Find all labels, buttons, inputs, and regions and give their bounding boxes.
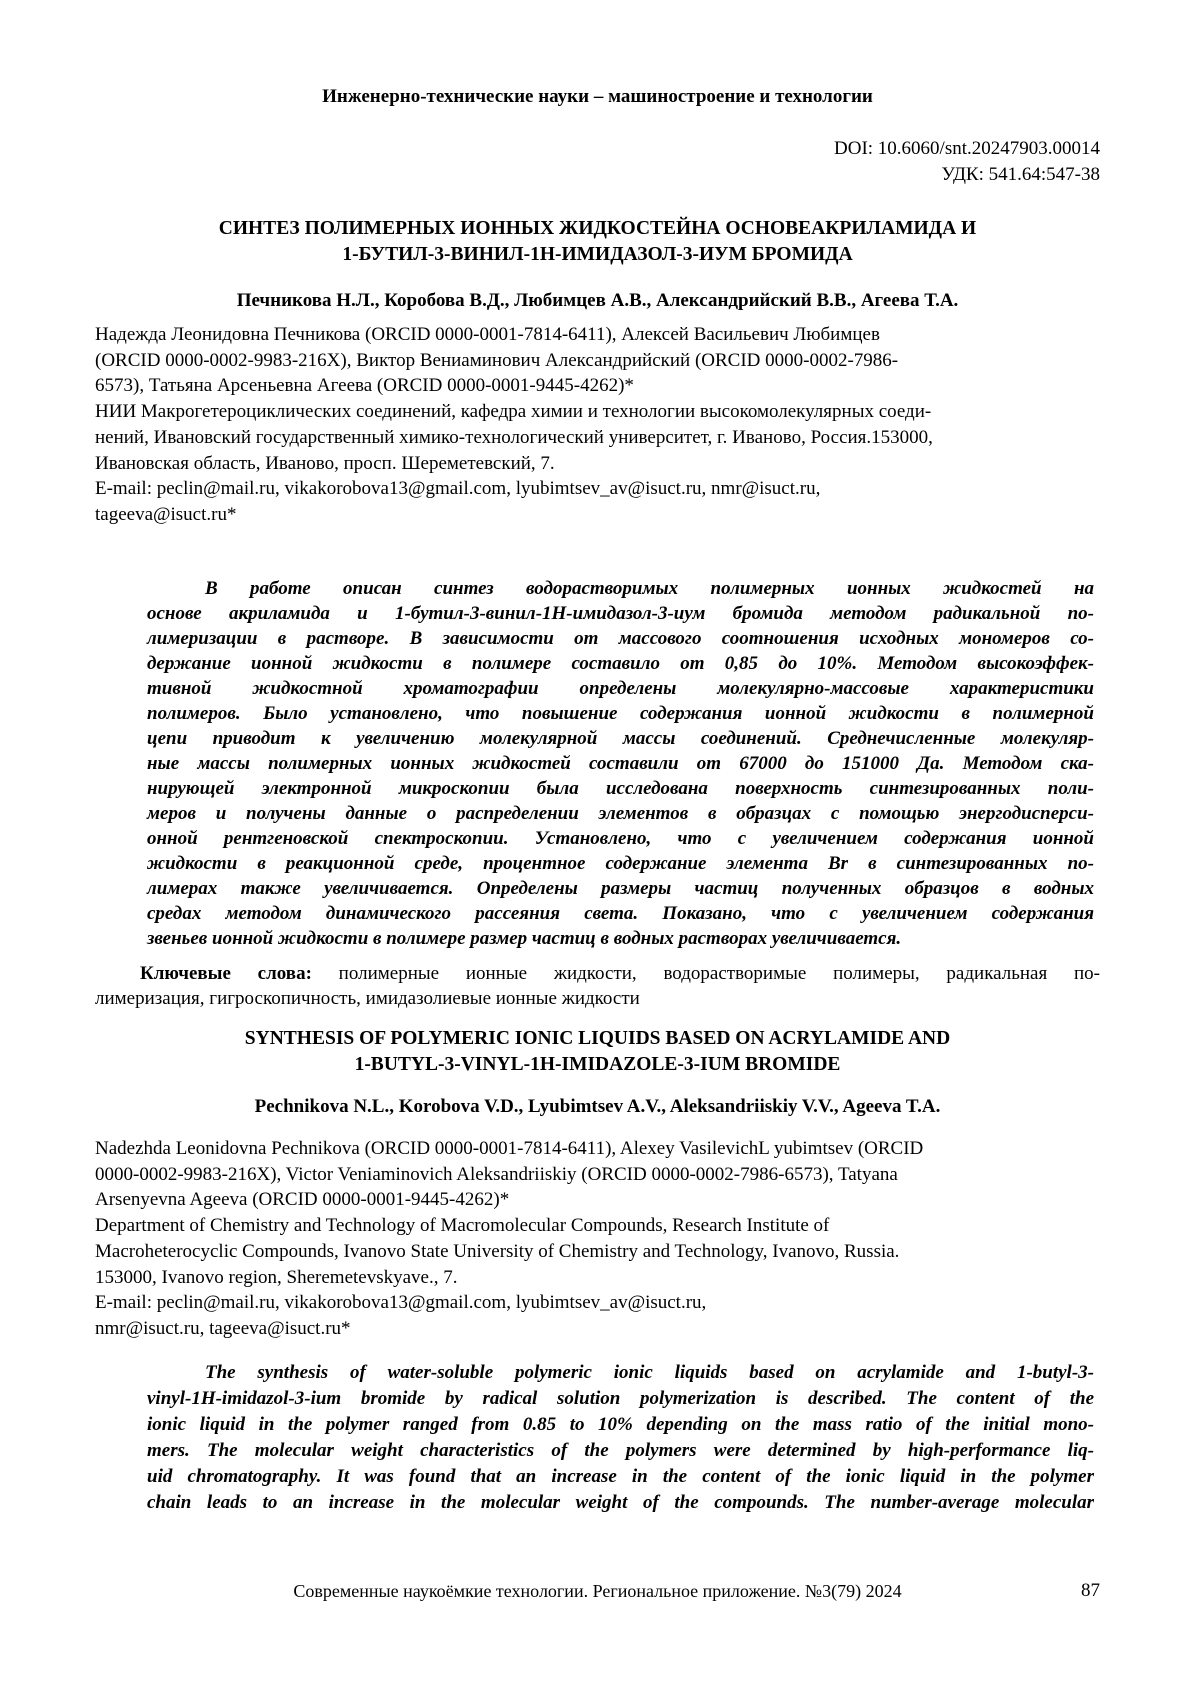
- affiliation-en: [95, 1136, 1100, 1342]
- keywords-text: полимерные ионные жидкости, водорастворимые полимеры, радикальная по-: [311, 962, 1100, 984]
- text-line: В работе описан синтез водорастворимых полимерных ионных жидкостей на: [205, 577, 1094, 599]
- abstract-en: [147, 1360, 1094, 1516]
- text-line: Nadezhda Leonidovna Pechnikova (ORCID 0000-0001-7814-6411), Alexey VasilevichL yubimtsev (ORCID: [95, 1138, 924, 1160]
- text-line: основе акриламида и 1-бутил-3-винил-1Н-имидазол-3-иум бромида методом радикальной по-: [147, 602, 1094, 624]
- text-line: НИИ Макрогетероциклических соединений, кафедра химии и технологии высокомолекулярных соеди-: [95, 401, 932, 423]
- text-line: uid chromatography. It was found that an increase in the content of the ionic liquid in the polymer: [147, 1465, 1094, 1487]
- text-line: Department of Chemistry and Technology of Macromolecular Compounds, Research Institute of: [95, 1215, 830, 1237]
- text-line: лимерах также увеличивается. Определены размеры частиц полученных образцов в водных: [147, 877, 1094, 899]
- udk: УДК: 541.64:547-38: [941, 164, 1100, 185]
- text-line: меров и получены данные о распределении элементов в образцах с помощью энергодисперси-: [147, 802, 1094, 824]
- text-line: ionic liquid in the polymer ranged from 0.85 to 10% depending on the mass ratio of the initial mono-: [147, 1413, 1094, 1435]
- text-line: лимеризации в растворе. В зависимости от массового соотношения исходных мономеров со-: [147, 627, 1094, 649]
- authors-ru: Печникова Н.Л., Коробова В.Д., Любимцев А.В., Александрийский В.В., Агеева Т.А.: [236, 290, 959, 311]
- text-line: держание ионной жидкости в полимере составило от 0,85 до 10%. Методом высокоэффек-: [147, 652, 1094, 674]
- text-line: полимеров. Было установлено, что повышение содержания ионной жидкости в полимерной: [147, 702, 1094, 724]
- text-line: (ORCID 0000-0002-9983-216X), Виктор Вениаминович Александрийский (ORCID 0000-0002-7986-: [95, 349, 899, 371]
- keywords-line: [95, 961, 1100, 987]
- text-line: chain leads to an increase in the molecular weight of the compounds. The number-average molecular: [147, 1491, 1094, 1513]
- title-line: SYNTHESIS OF POLYMERIC IONIC LIQUIDS BASED ON ACRYLAMIDE AND: [244, 1028, 951, 1050]
- text-line: нирующей электронной микроскопии была исследована поверхность синтезированных поли-: [147, 777, 1094, 799]
- article-title-ru: [95, 216, 1100, 268]
- title-line: 1-БУТИЛ-3-ВИНИЛ-1Н-ИМИДАЗОЛ-3-ИУМ БРОМИДА: [342, 244, 853, 265]
- affiliation-ru: [95, 322, 1100, 528]
- page-number: 87: [1081, 1580, 1100, 1601]
- text-line: жидкости в реакционной среде, процентное содержание элемента Br в синтезированных по-: [147, 852, 1094, 874]
- keywords-ru: [95, 961, 1100, 1012]
- text-line: E-mail: peclin@mail.ru, vikakorobova13@gmail.com, lyubimtsev_av@isuct.ru, nmr@isuct.ru,: [95, 478, 821, 500]
- text-line: The synthesis of water-soluble polymeric ionic liquids based on acrylamide and 1-butyl-3-: [205, 1361, 1094, 1383]
- text-line: средах методом динамического рассеяния света. Показано, что с увеличением содержания: [147, 902, 1094, 924]
- text-line: nmr@isuct.ru, tageeva@isuct.ru*: [95, 1317, 351, 1339]
- page-content: [95, 0, 1100, 1516]
- text-line: mers. The molecular weight characteristics of the polymers were determined by high-performance liq-: [147, 1439, 1094, 1461]
- running-head: Инженерно-технические науки – машиностроение и технологии: [322, 86, 873, 107]
- keywords-line: лимеризация, гигроскопичность, имидазолиевые ионные жидкости: [95, 988, 640, 1010]
- page-footer: [95, 1578, 1100, 1604]
- authors-en: Pechnikova N.L., Korobova V.D., Lyubimtsev A.V., Aleksandriiskiy V.V., Ageeva T.A.: [254, 1096, 941, 1118]
- text-line: нений, Ивановский государственный химико-технологический университет, г. Иваново, Россия.153000,: [95, 426, 933, 448]
- doi: DOI: 10.6060/snt.20247903.00014: [834, 138, 1100, 159]
- text-line: tageeva@isuct.ru*: [95, 503, 237, 525]
- text-line: Надежда Леонидовна Печникова (ORCID 0000-0001-7814-6411), Алексей Васильевич Любимцев: [95, 324, 880, 345]
- text-line: цепи приводит к увеличению молекулярной массы соединений. Среднечисленные молекуляр-: [147, 727, 1094, 749]
- text-line: Macroheterocyclic Compounds, Ivanovo State University of Chemistry and Technology, Ivanovo, Russia.: [95, 1240, 900, 1262]
- text-line: тивной жидкостной хроматографии определены молекулярно-массовые характеристики: [147, 677, 1094, 699]
- article-title-en: [95, 1026, 1100, 1078]
- title-line: 1-BUTYL-3-VINYL-1H-IMIDAZOLE-3-IUM BROMIDE: [354, 1054, 841, 1076]
- text-line: 6573), Татьяна Арсеньевна Агеева (ORCID 0000-0001-9445-4262)*: [95, 375, 634, 397]
- journal-name: Современные наукоёмкие технологии. Региональное приложение. №3(79) 2024: [293, 1581, 902, 1601]
- text-line: 0000-0002-9983-216X), Victor Veniaminovich Aleksandriiskiy (ORCID 0000-0002-7986-6573), Tatyana: [95, 1163, 898, 1185]
- title-line: СИНТЕЗ ПОЛИМЕРНЫХ ИОННЫХ ЖИДКОСТЕЙНА ОСНОВЕАКРИЛАМИДА И: [218, 218, 977, 239]
- text-line: звеньев ионной жидкости в полимере размер частиц в водных растворах увеличивается.: [147, 927, 902, 949]
- abstract-ru: [147, 576, 1094, 951]
- text-line: Ивановская область, Иваново, просп. Шереметевский, 7.: [95, 452, 555, 474]
- text-line: Arsenyevna Ageeva (ORCID 0000-0001-9445-4262)*: [95, 1189, 510, 1211]
- text-line: онной рентгеновской спектроскопии. Установлено, что с увеличением содержания ионной: [147, 827, 1094, 849]
- text-line: 153000, Ivanovo region, Sheremetevskyave., 7.: [95, 1266, 458, 1288]
- text-line: ные массы полимерных ионных жидкостей составили от 67000 до 151000 Да. Методом ска-: [147, 752, 1094, 774]
- article-identifiers: [95, 136, 1100, 188]
- text-line: E-mail: peclin@mail.ru, vikakorobova13@gmail.com, lyubimtsev_av@isuct.ru,: [95, 1292, 707, 1314]
- text-line: vinyl-1H-imidazol-3-ium bromide by radical solution polymerization is described. The content of the: [147, 1387, 1094, 1409]
- keywords-label: Ключевые слова:: [140, 962, 312, 984]
